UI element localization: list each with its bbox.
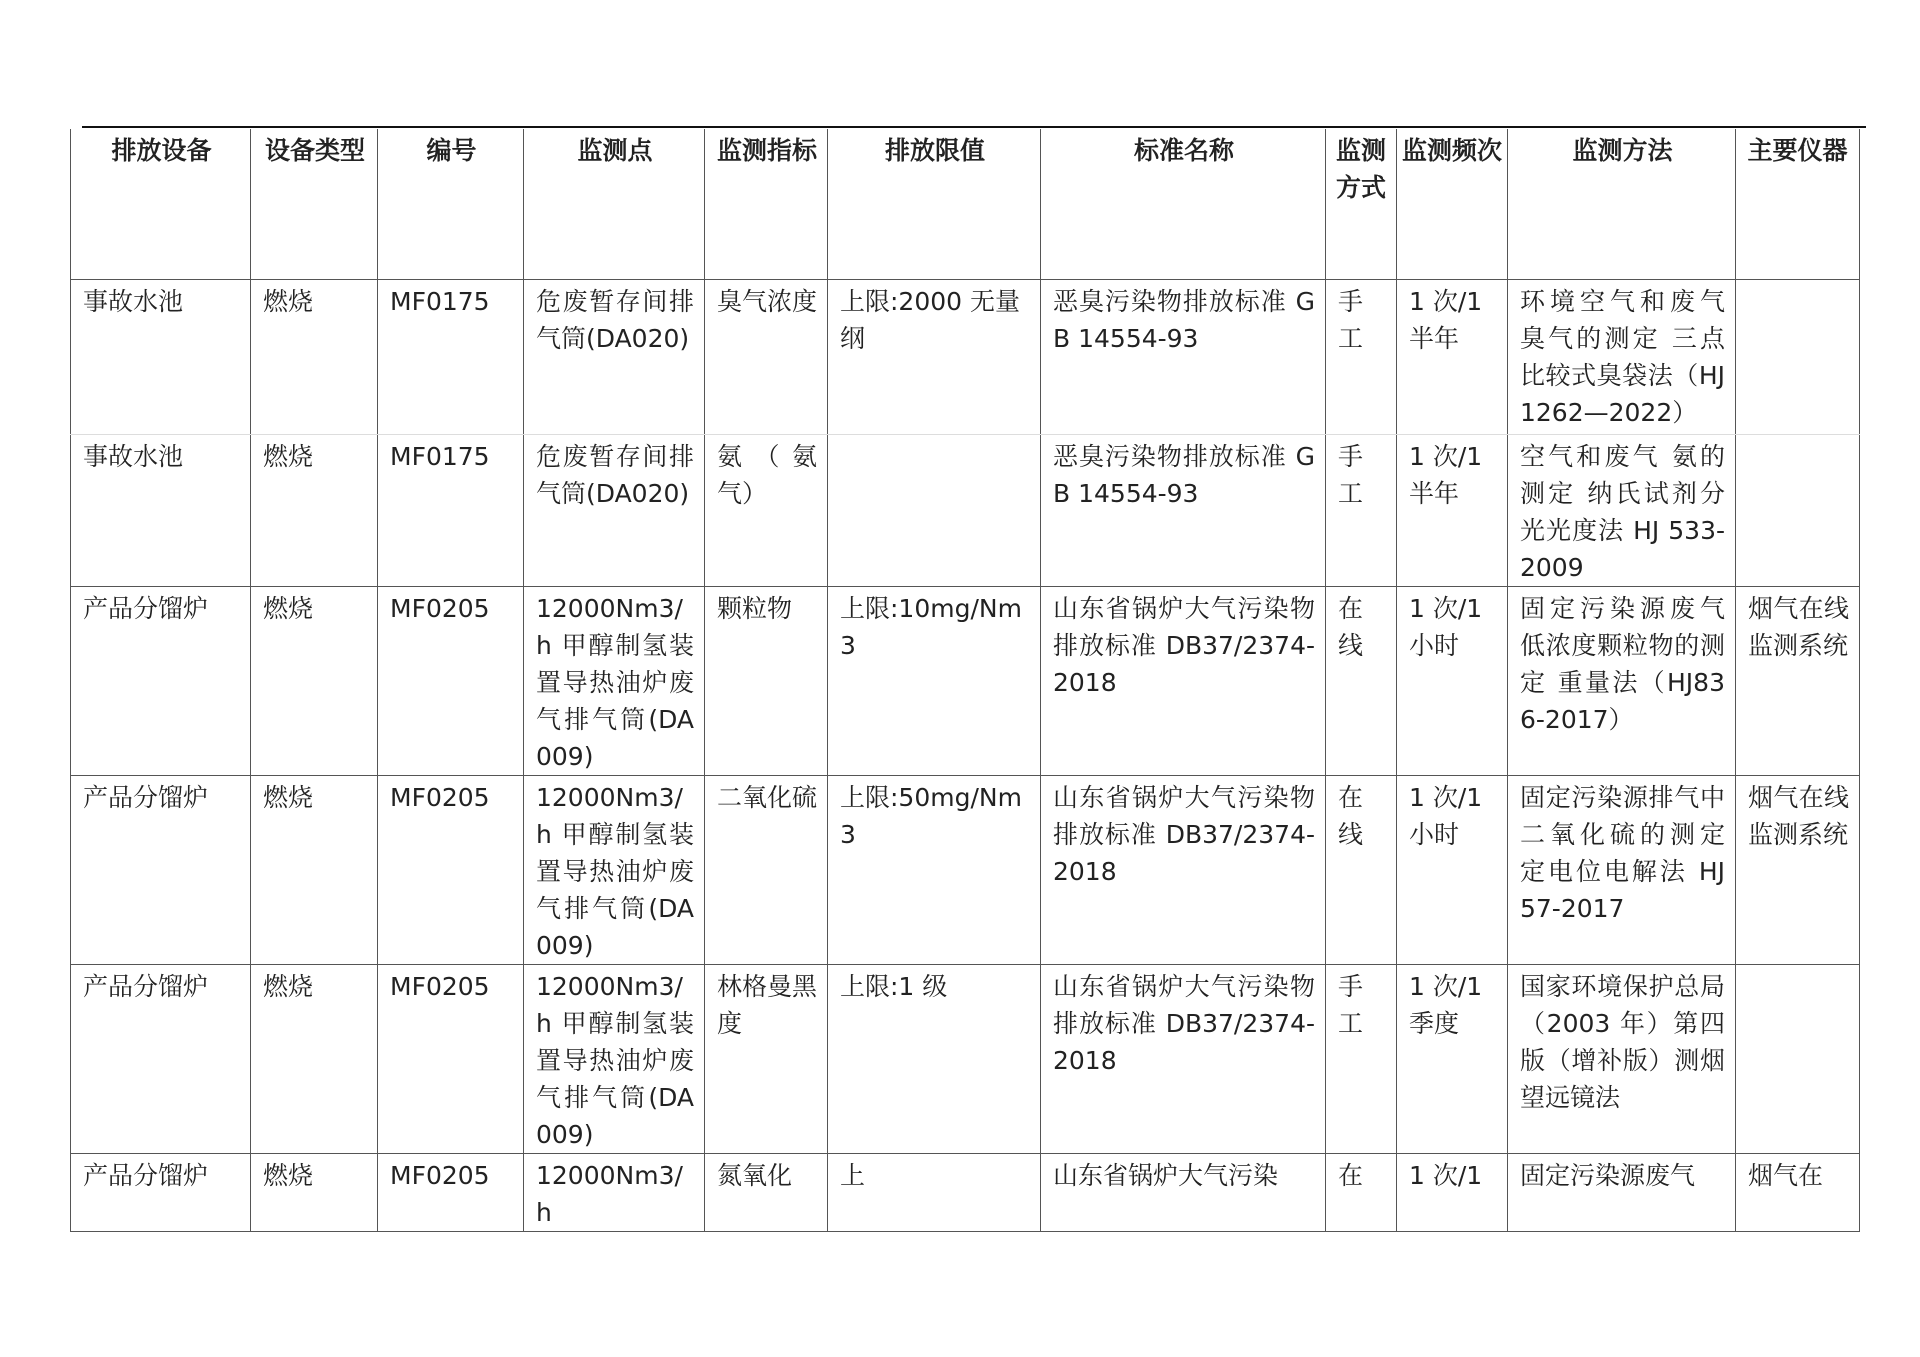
header-limit: 排放限值 — [828, 129, 1041, 280]
cell-type: 燃烧 — [251, 280, 378, 435]
cell-device: 事故水池 — [71, 435, 251, 587]
cell-mode: 手工 — [1326, 435, 1397, 587]
cell-code: MF0205 — [378, 965, 524, 1154]
cell-type: 燃烧 — [251, 965, 378, 1154]
cell-limit — [828, 435, 1041, 587]
header-standard: 标准名称 — [1041, 129, 1326, 280]
cell-mode: 手工 — [1326, 965, 1397, 1154]
cell-frequency: 1 次/1 小时 — [1397, 587, 1508, 776]
cell-mode: 在 — [1326, 1154, 1397, 1232]
cell-limit: 上限:10mg/Nm3 — [828, 587, 1041, 776]
cell-device: 产品分馏炉 — [71, 587, 251, 776]
cell-device: 产品分馏炉 — [71, 776, 251, 965]
table-row — [71, 280, 1860, 435]
cell-indicator: 颗粒物 — [705, 587, 828, 776]
header-instrument: 主要仪器 — [1736, 129, 1860, 280]
cell-method: 固定污染源废气 低浓度颗粒物的测定 重量法（HJ836-2017） — [1508, 587, 1736, 776]
cell-mode: 手工 — [1326, 280, 1397, 435]
header-code: 编号 — [378, 129, 524, 280]
table-row — [71, 587, 1860, 776]
cell-method: 国家环境保护总局（2003 年）第四版（增补版）测烟望远镜法 — [1508, 965, 1736, 1154]
cell-standard: 山东省锅炉大气污染物排放标准 DB37/2374-2018 — [1041, 776, 1326, 965]
table-header-row — [71, 129, 1860, 280]
table-row — [71, 776, 1860, 965]
cell-method: 空气和废气 氨的测定 纳氏试剂分光光度法 HJ 533-2009 — [1508, 435, 1736, 587]
cell-frequency: 1 次/1 半年 — [1397, 435, 1508, 587]
cell-method: 固定污染源排气中二氧化硫的测定 定电位电解法 HJ 57-2017 — [1508, 776, 1736, 965]
cell-indicator: 臭气浓度 — [705, 280, 828, 435]
cell-device: 产品分馏炉 — [71, 1154, 251, 1232]
cell-frequency: 1 次/1 — [1397, 1154, 1508, 1232]
cell-indicator: 二氧化硫 — [705, 776, 828, 965]
cell-code: MF0175 — [378, 280, 524, 435]
header-type: 设备类型 — [251, 129, 378, 280]
cell-frequency: 1 次/1 小时 — [1397, 776, 1508, 965]
cell-code: MF0205 — [378, 776, 524, 965]
cell-mode: 在线 — [1326, 587, 1397, 776]
cell-point: 危废暂存间排气筒(DA020) — [524, 280, 705, 435]
header-point: 监测点 — [524, 129, 705, 280]
cell-instrument — [1736, 435, 1860, 587]
cell-type: 燃烧 — [251, 587, 378, 776]
cell-standard: 山东省锅炉大气污染物排放标准 DB37/2374-2018 — [1041, 587, 1326, 776]
cell-point: 危废暂存间排气筒(DA020) — [524, 435, 705, 587]
cell-mode: 在线 — [1326, 776, 1397, 965]
header-indicator: 监测指标 — [705, 129, 828, 280]
cell-instrument: 烟气在 — [1736, 1154, 1860, 1232]
cell-standard: 恶臭污染物排放标准 GB 14554-93 — [1041, 435, 1326, 587]
cell-device: 事故水池 — [71, 280, 251, 435]
header-device: 排放设备 — [71, 129, 251, 280]
cell-instrument: 烟气在线监测系统 — [1736, 587, 1860, 776]
cell-method: 环境空气和废气 臭气的测定 三点比较式臭袋法（HJ 1262—2022） — [1508, 280, 1736, 435]
header-mode: 监测方式 — [1326, 129, 1397, 280]
cell-instrument — [1736, 280, 1860, 435]
cell-device: 产品分馏炉 — [71, 965, 251, 1154]
cell-frequency: 1 次/1 季度 — [1397, 965, 1508, 1154]
cell-frequency: 1 次/1 半年 — [1397, 280, 1508, 435]
cell-code: MF0175 — [378, 435, 524, 587]
cell-type: 燃烧 — [251, 435, 378, 587]
cell-code: MF0205 — [378, 587, 524, 776]
cell-limit: 上 — [828, 1154, 1041, 1232]
header-frequency: 监测频次 — [1397, 129, 1508, 280]
cell-indicator: 氨（氨气） — [705, 435, 828, 587]
table-row — [71, 435, 1860, 587]
table-row — [71, 965, 1860, 1154]
cell-code: MF0205 — [378, 1154, 524, 1232]
cell-point: 12000Nm3/h 甲醇制氢装置导热油炉废气排气筒(DA009) — [524, 587, 705, 776]
cell-standard: 恶臭污染物排放标准 GB 14554-93 — [1041, 280, 1326, 435]
cell-type: 燃烧 — [251, 776, 378, 965]
cell-instrument — [1736, 965, 1860, 1154]
monitoring-table — [70, 129, 1860, 1232]
cell-point: 12000Nm3/h 甲醇制氢装置导热油炉废气排气筒(DA009) — [524, 776, 705, 965]
cell-standard: 山东省锅炉大气污染物排放标准 DB37/2374-2018 — [1041, 965, 1326, 1154]
cell-limit: 上限:2000 无量纲 — [828, 280, 1041, 435]
cell-limit: 上限:50mg/Nm3 — [828, 776, 1041, 965]
table-top-rule — [82, 126, 1866, 128]
cell-type: 燃烧 — [251, 1154, 378, 1232]
cell-limit: 上限:1 级 — [828, 965, 1041, 1154]
cell-method: 固定污染源废气 — [1508, 1154, 1736, 1232]
cell-standard: 山东省锅炉大气污染 — [1041, 1154, 1326, 1232]
table-row — [71, 1154, 1860, 1232]
cell-point: 12000Nm3/h 甲醇制氢装置导热油炉废气排气筒(DA009) — [524, 965, 705, 1154]
header-method: 监测方法 — [1508, 129, 1736, 280]
cell-point: 12000Nm3/h — [524, 1154, 705, 1232]
cell-instrument: 烟气在线监测系统 — [1736, 776, 1860, 965]
cell-indicator: 林格曼黑度 — [705, 965, 828, 1154]
cell-indicator: 氮氧化 — [705, 1154, 828, 1232]
